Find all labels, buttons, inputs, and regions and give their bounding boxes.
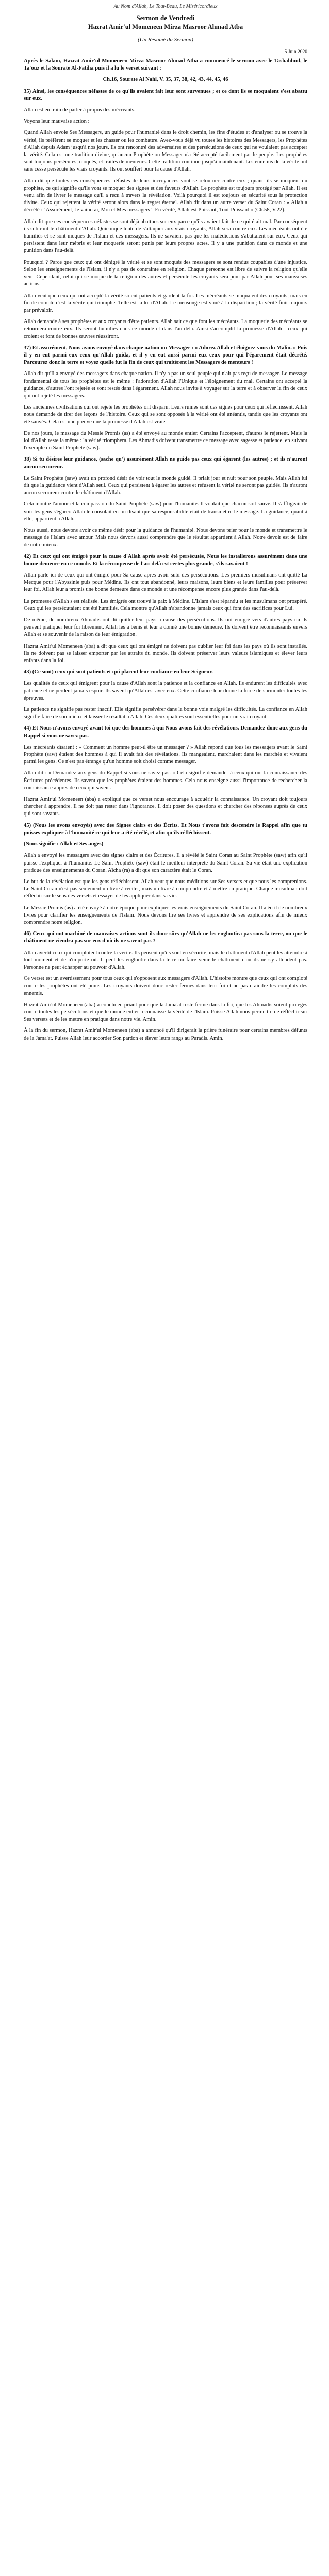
body-paragraph: Voyons leur mauvaise action : xyxy=(24,118,90,125)
body-paragraph: Quand Allah envoie Ses Messagers, un guide pour l'humanité dans le droit chemin, les fins d'études et d'analyser ou se trouve la vérité, ils préfèrent se moquer et les chasser ou les combattre. Avez-vous déjà vu toutes les histoires des Messagers, les Prophètes d'Allah depuis Adam jusqu'à nos jours. Ils ont rencontré des adversaires et des persécutions de ceux qui ne voulaient pas accepter la vérité. Cela est une tradition divine, qu'aucun Prophète ou Messager n'a été accepté facilement par le peuple. Les prophètes sont toujours persécutés, moqués, et traités de menteurs. Cette tradition continue jusqu'à maintenant. Les ennemis de la vérité ont sans cesse persécuté les vrais croyants. Ils ont souffert pour la cause d'Allah. xyxy=(24,130,307,173)
verse-paragraph: 35) Ainsi, les conséquences néfastes de ce qu'ils avaient fait leur sont survenues ; et ce dont ils se moquaient s'est abattu sur eux. xyxy=(24,88,307,101)
body-paragraph: Le Saint Prophète (saw) avait un profond désir de voir tout le monde guidé. Il priait jour et nuit pour son peuple. Mais Allah lui dit que la guidance vient d'Allah seul. Ceux qui persistent à égarer les autres et refusent la vérité ne seront pas guidés. Ils n'auront aucun secoureur contre le châtiment d'Allah. xyxy=(24,475,307,496)
verse-paragraph: 44) Et Nous n'avons envoyé avant toi que des hommes à qui Nous avons fait des révélations. Demandez donc aux gens du Rappel si vous ne savez pas. xyxy=(24,725,307,739)
body-paragraph: Allah dit : « Demandez aux gens du Rappel si vous ne savez pas. » Cela signifie demander à ceux qui ont la connaissance des Écritures précédentes. Ils savent que les prophètes étaient des hommes. Cela nous enseigne aussi l'importance de rechercher la connaissance auprès de ceux qui savent. xyxy=(24,770,307,791)
body-paragraph: Les qualités de ceux qui émigrent pour la cause d'Allah sont la patience et la confiance en Allah. Ils endurent les difficultés avec patience et ne perdent jamais espoir. Ils savent qu'Allah est avec eux. Cette confiance leur donne la force de surmonter toutes les épreuves. xyxy=(24,681,307,701)
body-paragraph: Allah dit qu'Il a envoyé des messagers dans chaque nation. Il n'y a pas un seul peuple qui n'ait pas reçu de messager. Le message fondamental de tous les prophètes est le même : l'adoration d'Allah l'Unique et l'éloignement du mal. Certains ont accepté la guidance, d'autres l'ont rejetée et sont restés dans l'égarement. Allah nous invite à voyager sur la terre et à observer la fin de ceux qui ont rejeté les messagers. xyxy=(24,371,307,399)
body-paragraph: Allah est en train de parler à propos des mécréants. xyxy=(24,107,136,113)
verse-paragraph: 38) Si tu désires leur guidance, (sache qu') assurément Allah ne guide pas ceux qui égarent (les autres) ; et ils n'auront aucun secoureur. xyxy=(24,456,307,470)
body-paragraph: Les mécréants disaient : « Comment un homme peut-il être un messager ? » Allah répond que tous les messagers avant le Saint Prophète (saw) étaient des hommes à qui Il avait fait des révélations. Ils mangeaient, marchaient dans les marchés et vivaient parmi les gens. Ce n'est pas étrange qu'un homme soit choisi comme messager. xyxy=(24,744,307,765)
body-paragraph: Nous aussi, nous devons avoir ce même désir pour la guidance de l'humanité. Nous devons prier pour le monde et transmettre le message de l'Islam avec amour. Mais nous devons aussi comprendre que le résultat appartient à Allah. Notre devoir est de faire de notre mieux. xyxy=(24,527,307,548)
page-subtitle: Hazrat Amir'ul Momeneen Mirza Masroor Ahmad Atba xyxy=(88,23,243,31)
verse-paragraph: (Nous signifie : Allah et Ses anges) xyxy=(24,841,104,848)
body-paragraph: Allah avertit ceux qui complotent contre la vérité. Ils pensent qu'ils sont en sécurité, mais le châtiment d'Allah peut les atteindre à tout moment et de n'importe où. Il peut les engloutir dans la terre ou faire venir le châtiment d'où ils ne s'y attendent pas. Personne ne peut échapper au pouvoir d'Allah. xyxy=(24,950,307,970)
verse-paragraph: Après le Salam, Hazrat Amir'ul Momeneen Mirza Masroor Ahmad Atba a commencé le sermon avec le Tashahhud, le Ta'ouz et la Sourate Al-Fatiha puis il a lu le verset suivant : xyxy=(24,58,307,72)
verse-paragraph: 46) Ceux qui ont machiné de mauvaises actions sont-ils donc sûrs qu'Allah ne les engloutira pas sous la terre, ou que le châtiment ne viendra pas sur eux d'où ils ne savent pas ? xyxy=(24,931,307,944)
summary-note: (Un Résumé du Sermon) xyxy=(138,36,193,43)
body-paragraph: Le Messie Promis (as) a été envoyé à notre époque pour expliquer les vrais enseignements du Saint Coran. Il a écrit de nombreux livres pour clarifier les enseignements de l'Islam. Nous devons lire ses livres et apprendre de ses explications afin de mieux comprendre notre religion. xyxy=(24,905,307,925)
body-paragraph: Allah veut que ceux qui ont accepté la vérité soient patients et gardent la foi. Les mécréants se moquaient des croyants, mais en fin de compte c'est la vérité qui triomphe. Telle est la loi d'Allah. Le mensonge est voué à la disparition ; la vérité finit toujours par prévaloir. xyxy=(24,293,307,313)
body-paragraph: Allah demande à ses prophètes et aux croyants d'être patients. Allah sait ce que font les mécréants. La moquerie des mécréants se retournera contre eux. Ils seront humiliés dans ce monde et dans l'au-delà. Ainsi s'accomplit la promesse d'Allah : ceux qui croient et font de bonnes œuvres réussiront. xyxy=(24,319,307,340)
body-paragraph: Les anciennes civilisations qui ont rejeté les prophètes ont disparu. Leurs ruines sont des signes pour ceux qui réfléchissent. Allah nous demande de tirer des leçons de l'histoire. Ceux qui se sont opposés à la vérité ont été anéantis, tandis que les croyants ont été sauvés. Cela est une preuve que la promesse d'Allah est vraie. xyxy=(24,404,307,425)
body-paragraph: Le but de la révélation est que les gens réfléchissent. Allah veut que nous méditions sur Ses versets et que nous les comprenions. Le Saint Coran n'est pas seulement un livre à réciter, mais un livre à comprendre et à mettre en pratique. Chaque musulman doit réfléchir sur le sens des versets et essayer de les appliquer dans sa vie. xyxy=(24,878,307,900)
body-paragraph: À la fin du sermon, Hazrat Amir'ul Momeneen (aba) a annoncé qu'il dirigerait la prière funéraire pour certains membres défunts de la Jama'at. Puisse Allah leur accorder Son pardon et élever leurs rangs au Paradis. Amin. xyxy=(24,1028,307,1041)
body-paragraph: Hazrat Amir'ul Momeneen (aba) a conclu en priant pour que la Jama'at reste ferme dans la foi, que les Ahmadis soient protégés contre toutes les persécutions et que le monde entier reconnaisse la vérité de l'Islam. Puisse Allah nous permettre de réfléchir sur Ses versets et de les mettre en pratique dans notre vie. Amin. xyxy=(24,1002,307,1023)
body-paragraph: La promesse d'Allah s'est réalisée. Les émigrés ont trouvé la paix à Médine. L'Islam s'est répandu et les musulmans ont prospéré. Ceux qui les persécutaient ont été humiliés. Cela montre qu'Allah n'abandonne jamais ceux qui font des sacrifices pour Lui. xyxy=(24,598,307,612)
verse-paragraph: 42) Et ceux qui ont émigré pour la cause d'Allah après avoir été persécutés, Nous les installerons assurément dans une bonne demeure en ce monde. Et la récompense de l'au-delà est certes plus grande, s'ils savaient ! xyxy=(24,553,307,567)
body-paragraph: Hazrat Amir'ul Momeneen (aba) a expliqué que ce verset nous encourage à acquérir la connaissance. Un croyant doit toujours chercher à apprendre. Il ne doit pas rester dans l'ignorance. Il doit poser des questions et chercher des réponses auprès de ceux qui sont savants. xyxy=(24,796,307,817)
verse-paragraph: 37) Et assurément, Nous avons envoyé dans chaque nation un Messager : « Adorez Allah et éloignez-vous du Malin. » Puis il y en eut parmi eux ceux qu'Allah guida, et il y en eut aussi parmi eux ceux pour qui l'égarement était décrété. Parcourez donc la terre et voyez quelle fut la fin de ceux qui traitèrent les Messagers de menteurs ! xyxy=(24,345,307,366)
body-paragraph: Hazrat Amir'ul Momeneen (aba) a dit que ceux qui ont émigré ne doivent pas oublier leur foi dans les pays où ils sont installés. Ils ne doivent pas se laisser emporter par les attraits du monde. Ils doivent préserver leurs valeurs islamiques et élever leurs enfants dans la foi. xyxy=(24,643,307,664)
body-paragraph: Ce verset est un avertissement pour tous ceux qui s'opposent aux messagers d'Allah. L'histoire montre que ceux qui ont comploté contre les prophètes ont été punis. Les croyants doivent donc rester fermes dans leur foi et ne pas craindre les complots des ennemis. xyxy=(24,976,307,996)
body-paragraph: Pourquoi ? Parce que ceux qui ont dénigré la vérité et se sont moqués des messagers se sont rendus coupables d'une injustice. Selon les enseignements de l'Islam, il n'y a pas de contrainte en religion. Chaque personne est libre de suivre la religion qu'elle veut. Cependant, celui qui se moque de la religion des autres et persécute les croyants sera puni par Allah pour ses mauvaises actions. xyxy=(24,259,307,287)
page-title: Sermon de Vendredi xyxy=(136,14,195,22)
body-paragraph: Allah a envoyé les messagers avec des signes clairs et des Écritures. Il a révélé le Saint Coran au Saint Prophète (saw) afin qu'il puisse l'expliquer à l'humanité. Le Saint Prophète (saw) était le meilleur interprète du Saint Coran. Sa vie était une explication pratique des enseignements du Coran. Aïcha (ra) a dit que son caractère était le Coran. xyxy=(24,853,307,873)
body-paragraph: La patience ne signifie pas rester inactif. Elle signifie persévérer dans la bonne voie malgré les difficultés. La confiance en Allah signifie faire de son mieux et laisser le résultat à Allah. Ces deux qualités sont essentielles pour un vrai croyant. xyxy=(24,707,307,720)
header-invocation: Au Nom d'Allah, Le Tout-Beau, Le Miséricordieux xyxy=(113,4,218,9)
body-paragraph: Allah dit que toutes ces conséquences néfastes de leurs incroyances vont se retourner contre eux ; quand ils se moquent du prophète, ce qui signifie qu'ils vont se moquer des signes et des faveurs d'Allah. Le prophète est toujours protégé par Allah. Il est venu afin de livrer le message qu'il a reçu à travers la révélation. Voilà pourquoi il est toujours en sécurité sous la protection divine. Ceux qui rejettent la vérité seront alors dans le regret éternel. Allah dit dans un autre verset du Saint Coran : « Allah a décrété : ' Assurément, Je vaincrai, Moi et Mes messagers '. En vérité, Allah est Puissant, Tout-Puissant » (Ch.58, V.22). xyxy=(24,178,307,213)
verse-paragraph: 43) (Ce sont) ceux qui sont patients et qui placent leur confiance en leur Seigneur. xyxy=(24,669,213,675)
verse-paragraph: 45) (Nous les avons envoyés) avec des Signes clairs et des Écrits. Et Nous t'avons fait descendre le Rappel afin que tu puisses expliquer à l'humanité ce qui leur a été révélé, et afin qu'ils réfléchissent. xyxy=(24,822,307,836)
verse-paragraph: Ch.16, Sourate Al Nahl, V. 35, 37, 38, 42, 43, 44, 45, 46 xyxy=(103,77,228,83)
sermon-body xyxy=(24,58,307,1042)
body-paragraph: Cela montre l'amour et la compassion du Saint Prophète (saw) pour l'humanité. Il voulait que chacun soit sauvé. Il s'affligeait de voir les gens s'égarer. Allah le consolait en lui disant que sa responsabilité était de transmettre le message. La guidance, quant à elle, appartient à Allah. xyxy=(24,501,307,522)
body-paragraph: Allah dit que ces conséquences néfastes se sont déjà abattues sur eux parce qu'ils avaient fait de ce qui était mal. Par conséquent ils subiront le châtiment d'Allah. Quiconque tente de s'attaquer aux vrais croyants, Allah sera contre eux. Les mécréants ont été humiliés et se sont moqués de l'Islam et des messagers. Ils ne savaient pas que les malédictions s'abattaient sur eux. Ceux qui persistent dans leur mépris et leur moquerie seront punis par leurs propres actes. Il y a une punition dans ce monde et une punition dans l'au-delà. xyxy=(24,218,307,254)
body-paragraph: De même, de nombreux Ahmadis ont dû quitter leur pays à cause des persécutions. Ils ont émigré vers d'autres pays où ils peuvent pratiquer leur foi librement. Allah les a bénis et leur a donné une bonne demeure. Ils doivent être reconnaissants envers Allah et se souvenir de la raison de leur émigration. xyxy=(24,617,307,638)
body-paragraph: Allah parle ici de ceux qui ont émigré pour Sa cause après avoir subi des persécutions. Les premiers musulmans ont quitté La Mecque pour l'Abyssinie puis pour Médine. Ils ont tout abandonné, leurs maisons, leurs biens et leurs familles pour préserver leur foi. Allah leur a promis une bonne demeure dans ce monde et une récompense encore plus grande dans l'au-delà. xyxy=(24,572,307,593)
sermon-date: 5 Juin 2020 xyxy=(284,49,307,55)
body-paragraph: De nos jours, le message du Messie Promis (as) a été envoyé au monde entier. Certains l'acceptent, d'autres le rejettent. Mais la loi d'Allah reste la même : la vérité triomphera. Les Ahmadis doivent transmettre ce message avec sagesse et patience, en suivant l'exemple du Saint Prophète (saw). xyxy=(24,430,307,451)
